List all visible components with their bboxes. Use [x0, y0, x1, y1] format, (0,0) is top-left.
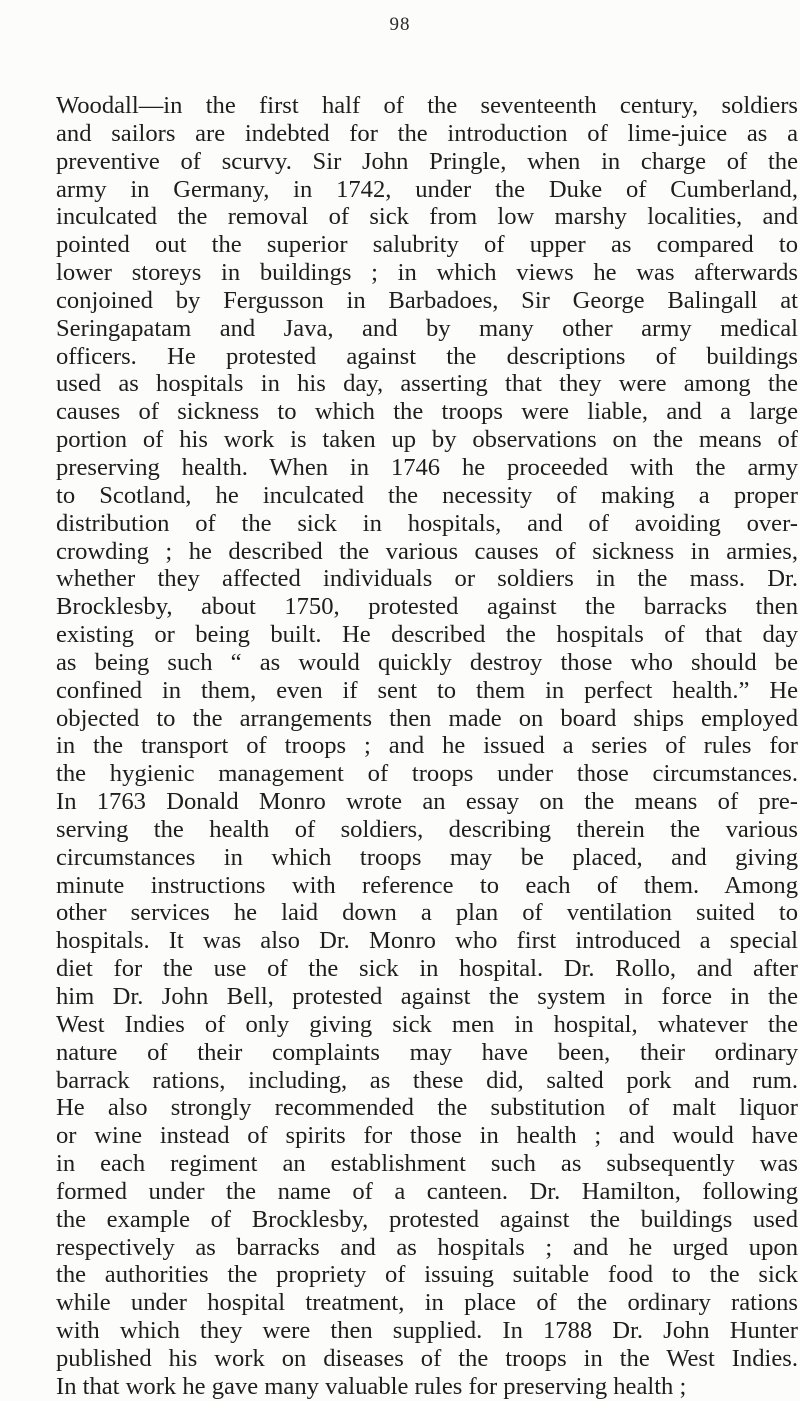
text-line: Seringapatam and Java, and by many other army medical: [56, 314, 798, 342]
page-number: 98: [389, 14, 411, 35]
text-line: existing or being built. He described the hospitals of that day: [56, 621, 798, 649]
text-line: hospitals. It was also Dr. Monro who first introduced a special: [56, 927, 798, 955]
text-line: the hygienic management of troops under those circumstances.: [56, 760, 798, 788]
text-line: conjoined by Fergusson in Barbadoes, Sir George Balingall at: [56, 286, 798, 314]
text-line: whether they affected individuals or soldiers in the mass. Dr.: [56, 565, 798, 593]
text-line: causes of sickness to which the troops were liable, and a large: [56, 398, 798, 426]
text-line: objected to the arrangements then made on board ships employed: [56, 704, 798, 732]
text-line: used as hospitals in his day, asserting that they were among the: [56, 370, 798, 398]
text-line: respectively as barracks and as hospitals ; and he urged upon: [56, 1233, 798, 1261]
text-line: to Scotland, he inculcated the necessity of making a proper: [56, 481, 798, 509]
text-line: other services he laid down a plan of ventilation suited to: [56, 899, 798, 927]
text-line: crowding ; he described the various causes of sickness in armies,: [56, 537, 798, 565]
text-line: West Indies of only giving sick men in hospital, whatever the: [56, 1010, 798, 1038]
text-line: preventive of scurvy. Sir John Pringle, when in charge of the: [56, 147, 798, 175]
text-line: or wine instead of spirits for those in health ; and would have: [56, 1122, 798, 1150]
text-line: the example of Brocklesby, protested against the buildings used: [56, 1205, 798, 1233]
text-line: He also strongly recommended the substitution of malt liquor: [56, 1094, 798, 1122]
text-line: portion of his work is taken up by observations on the means of: [56, 426, 798, 454]
text-line: minute instructions with reference to each of them. Among: [56, 871, 798, 899]
text-line: and sailors are indebted for the introduction of lime-juice as a: [56, 119, 798, 147]
text-line: diet for the use of the sick in hospital. Dr. Rollo, and after: [56, 955, 798, 983]
text-line: in each regiment an establishment such as subsequently was: [56, 1150, 798, 1178]
text-line: In that work he gave many valuable rules for preserving health ;: [56, 1372, 687, 1400]
text-line: him Dr. John Bell, protested against the system in force in the: [56, 983, 798, 1010]
text-line: in the transport of troops ; and he issued a series of rules for: [56, 732, 798, 760]
text-line: circumstances in which troops may be placed, and giving: [56, 843, 798, 871]
body-paragraph: [56, 92, 798, 1401]
text-line: the authorities the propriety of issuing suitable food to the sick: [56, 1261, 798, 1289]
text-line: barrack rations, including, as these did, salted pork and rum.: [56, 1066, 798, 1094]
text-line: while under hospital treatment, in place of the ordinary rations: [56, 1289, 798, 1317]
text-line: In 1763 Donald Monro wrote an essay on the means of pre-: [56, 788, 798, 816]
text-line: serving the health of soldiers, describing therein the various: [56, 815, 798, 843]
text-line: Woodall—in the first half of the seventeenth century, soldiers: [56, 92, 798, 119]
text-line: Brocklesby, about 1750, protested against the barracks then: [56, 593, 798, 621]
text-line: nature of their complaints may have been, their ordinary: [56, 1038, 798, 1066]
text-line: distribution of the sick in hospitals, and of avoiding over-: [56, 509, 798, 537]
text-line: lower storeys in buildings ; in which views he was afterwards: [56, 259, 798, 287]
text-line: army in Germany, in 1742, under the Duke of Cumberland,: [56, 175, 798, 203]
text-line: with which they were then supplied. In 1788 Dr. John Hunter: [56, 1317, 798, 1345]
text-line: formed under the name of a canteen. Dr. Hamilton, following: [56, 1177, 798, 1205]
text-line: preserving health. When in 1746 he proceeded with the army: [56, 453, 798, 481]
text-line: officers. He protested against the descriptions of buildings: [56, 342, 798, 370]
text-line: confined in them, even if sent to them in perfect health.” He: [56, 676, 798, 704]
text-line: published his work on diseases of the troops in the West Indies.: [56, 1344, 798, 1372]
text-line: pointed out the superior salubrity of upper as compared to: [56, 231, 798, 259]
text-line: as being such “ as would quickly destroy those who should be: [56, 648, 798, 676]
text-line: inculcated the removal of sick from low marshy localities, and: [56, 203, 798, 231]
